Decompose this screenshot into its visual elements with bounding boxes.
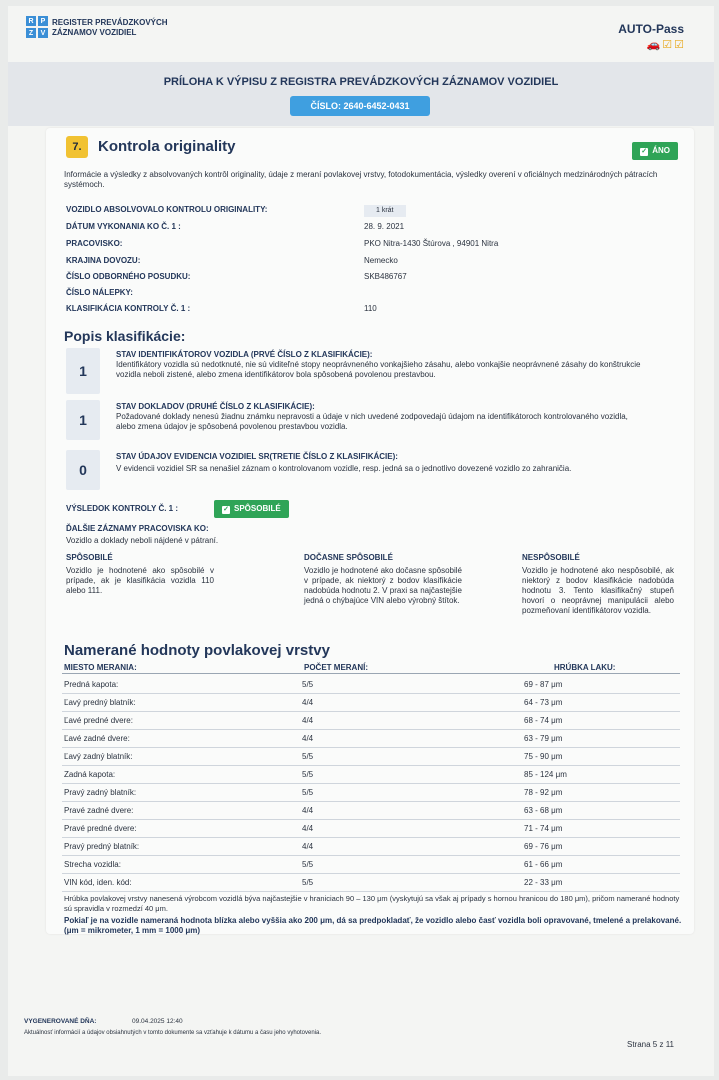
table-row: Pravý predný blatník: 4/4 69 - 76 μm	[62, 838, 680, 856]
table-row: Ľavý zadný blatník: 5/5 75 - 90 μm	[62, 748, 680, 766]
ano-badge: ✓ ÁNO	[632, 142, 678, 160]
dalsie-zaznamy-text: Vozidlo a doklady neboli nájdené v pátraní.	[66, 536, 219, 545]
generated-value: 09.04.2025 12:40	[132, 1018, 183, 1025]
category-text: Vozidlo je hodnotené ako nespôsobilé, ak niektorý z bodov klasifikácie nadobúda hodnotu 3. Tento klasifikačný stupeň hovorí o neoprávnej manipulácii alebo pozmeňovaní identifikátorov vozidla.	[522, 566, 674, 615]
merania-warning: Pokiaľ je na vozidle nameraná hodnota blízka alebo vyššia ako 200 μm, dá sa predpokladať, že vozidlo alebo časť vozidla boli opravované, tmelené a prelakované. (μm = mikrometer, 1 mm = 1000 μm)	[64, 916, 682, 935]
section-title: Kontrola originality	[98, 138, 236, 155]
category-title: DOČASNE SPÔSOBILÉ	[304, 553, 393, 562]
classification-digit: 1	[66, 348, 100, 394]
merania-note: Hrúbka povlakovej vrstvy nanesená výrobcom vozidlá býva najčastejšie v hraniciach 90 – 130 μm (vyskytujú sa však aj prípady s hornou hranicou do 180 μm), pričom namerané hodnoty sú spravidla v rozmedzí 40 μm.	[64, 894, 680, 913]
title-band	[8, 62, 714, 126]
checkbox-icon: ✓	[223, 506, 229, 513]
category-text: Vozidlo je hodnotené ako spôsobilé v prípade, ak je klasifikácia vozidla 110 alebo 111.	[66, 566, 214, 595]
table-row: Pravé predné dvere: 4/4 71 - 74 μm	[62, 820, 680, 838]
checkbox-icon: ✓	[641, 148, 648, 155]
dalsie-zaznamy-title: ĎALŠIE ZÁZNAMY PRACOVISKA KO:	[66, 524, 209, 533]
classification-digit: 1	[66, 400, 100, 440]
category-text: Vozidlo je hodnotené ako dočasne spôsobilé v prípade, ak niektorý z bodov klasifikácie nadobúda hodnotu 2. V praxi sa najčastejšie jedná o chýbajúce VIN alebo výrobný štítok.	[304, 566, 462, 605]
popis-title: Popis klasifikácie:	[64, 328, 186, 344]
section-number: 7.	[66, 136, 88, 158]
classification-text: V evidencii vozidiel SR sa nenašiel záznam o kontrolovanom vozidle, resp. jedná sa o jednotlivo dovezené vozidlo zo zahraničia.	[116, 464, 572, 473]
table-row: Pravý zadný blatník: 5/5 78 - 92 μm	[62, 784, 680, 802]
section-intro: Informácie a výsledky z absolvovaných kontrôl originality, údaje z meraní povlakovej vrstvy, fotodokumentácia, výsledky overení v oficiálnych medzinárodných pátracích systémoch.	[64, 170, 658, 189]
classification-title: STAV ÚDAJOV EVIDENCIA VOZIDIEL SR(TRETIE ČÍSLO Z KLASIFIKÁCIE):	[116, 452, 398, 461]
table-row: Predná kapota: 5/5 69 - 87 μm	[62, 676, 680, 694]
autopass-brand: AUTO-Pass	[618, 22, 684, 36]
table-row: Ľavé zadné dvere: 4/4 63 - 79 μm	[62, 730, 680, 748]
category-title: SPÔSOBILÉ	[66, 553, 113, 562]
logo-text: REGISTER PREVÁDZKOVÝCH ZÁZNAMOV VOZIDIEL	[52, 18, 168, 37]
footer-note: Aktuálnosť informácií a údajov obsiahnutých v tomto dokumente sa vzťahuje k dátumu a času jeho vyhotovenia.	[24, 1030, 322, 1036]
merania-table-header: MIESTO MERANIA: POČET MERANÍ: HRÚBKA LAKU:	[62, 663, 680, 674]
document-header	[8, 6, 714, 62]
check-icon: ☑	[674, 39, 686, 51]
page-title: PRÍLOHA K VÝPISU Z REGISTRA PREVÁDZKOVÝCH ZÁZNAMOV VOZIDIEL	[163, 76, 559, 88]
sposobile-badge: ✓ SPÔSOBILÉ	[214, 500, 289, 518]
autopass-icons	[647, 38, 686, 51]
classification-text: Požadované doklady nenesú žiadnu známku nepravosti a údaje v nich uvedené zodpovedajú údajom na identifikátoroch kontrolovaného vozidla, alebo zmena údajov je spôsobená povolenou prestavbou vozidla.	[116, 412, 628, 431]
table-row: Zadná kapota: 5/5 85 - 124 μm	[62, 766, 680, 784]
document-number-badge: ČÍSLO: 2640-6452-0431	[290, 96, 430, 116]
generated-label: VYGENEROVANÉ DŇA:	[24, 1018, 97, 1025]
table-row: Strecha vozidla: 5/5 61 - 66 μm	[62, 856, 680, 874]
classification-text: Identifikátory vozidla sú nedotknuté, nie sú viditeľné stopy neoprávneného vonkajšieho zásahu, alebo vonkajšie neoprávnené zásahy do konštrukcie vozidla neboli zistené, alebo zmena identifikátorov bola spôsobená povolenou prestavbou.	[116, 360, 641, 379]
table-row: Ľavé predné dvere: 4/4 68 - 74 μm	[62, 712, 680, 730]
table-row: Pravé zadné dvere: 4/4 63 - 68 μm	[62, 802, 680, 820]
rpzv-logo: R P Z V	[26, 16, 48, 38]
classification-digit: 0	[66, 450, 100, 490]
document-page	[8, 6, 714, 1076]
table-row: VIN kód, iden. kód: 5/5 22 - 33 μm	[62, 874, 680, 892]
check-icon: ☑	[662, 39, 675, 51]
table-row: Ľavý predný blatník: 4/4 64 - 73 μm	[62, 694, 680, 712]
page-number: Strana 5 z 11	[627, 1040, 674, 1049]
classification-title: STAV IDENTIFIKÁTOROV VOZIDLA (PRVÉ ČÍSLO Z KLASIFIKÁCIE):	[116, 350, 373, 359]
merania-title: Namerané hodnoty povlakovej vrstvy	[64, 642, 330, 659]
vysledok-label: VÝSLEDOK KONTROLY Č. 1 :	[66, 504, 179, 513]
kontrola-card: 7. Kontrola originality ✓ ÁNO Informácie a výsledky z absolvovaných kontrôl originality, údaje z meraní povlakovej vrstvy, fotodokumentácia, výsledky overení v oficiálnych medzinárodných pátracích systémoch. VOZIDLO ABSOLVOVALO KONTROLU ORIGINALITY: 1 krát DÁTUM VYKONANIA KO Č. 1 : 28. 9. 2021 PRACOVISKO: PKO Nitra-1430 Štúrova , 94901 Nitra KRAJINA DOVOZU: Nemecko ČÍSLO ODBORNÉHO POSUDKU: SKB486767 ČÍSLO NÁLEPKY: KLASIFIKÁCIA KONTROLY Č. 1 : 110 Popis klasifikácie: 1 STAV IDENTIFIKÁTOROV VOZIDLA (PRVÉ ČÍSLO Z KLASIFIKÁCIE): Identifikátory vozidla sú nedotknuté, nie sú viditeľné stopy neoprávneného vonkajšieho zásahu, alebo vonkajšie neoprávnené zásahy do konštrukcie vozidla neboli zistené, alebo zmena identifikátorov bola spôsobená povolenou prestavbou. 1 STAV DOKLADOV (DRUHÉ ČÍSLO Z KLASIFIKÁCIE): Požadované doklady nenesú žiadnu známku nepravosti a údaje v nich uvedené zodpovedajú údajom na identifikátoroch kontrolovaného vozidla, alebo zmena údajov je spôsobená povolenou prestavbou vozidla. 0 STAV ÚDAJOV EVIDENCIA VOZIDIEL SR(TRETIE ČÍSLO Z KLASIFIKÁCIE): V evidencii vozidiel SR sa nenašiel záznam o kontrolovanom vozidle, resp. jedná sa o jednotlivo dovezené vozidlo zo zahraničia. VÝSLEDOK KONTROLY Č. 1 : ✓ SPÔSOBILÉ ĎALŠIE ZÁZNAMY PRACOVISKA KO: Vozidlo a doklady neboli nájdené v pátraní. SPÔSOBILÉ Vozidlo je hodnotené ako spôsobilé v prípade, ak je klasifikácia vozidla 110 alebo 111. DOČASNE SPÔSOBILÉ Vozidlo je hodnotené ako dočasne spôsobilé v prípade, ak niektorý z bodov klasifikácie nadobúda hodnotu 2. V praxi sa najčastejšie jedná o chýbajúce VIN alebo výrobný štítok. NESPÔSOBILÉ Vozidlo je hodnotené ako nespôsobilé, ak niektorý z bodov klasifikácie nadobúda hodnotu 3. Tento klasifikačný stupeň hovorí o neoprávnej manipulácii alebo pozmeňovaní identifikátorov vozidla. Namerané hodnoty povlakovej vrstvy MIESTO MERANIA: POČET MERANÍ: HRÚBKA LAKU: Predná kapota: 5/5 69 - 87 μm Ľavý predný blatník: 4/4 64 - 73 μm Ľavé predné dvere: 4/4 68 - 74 μm Ľavé zadné dvere: 4/4 63 - 79 μm Ľavý zadný blatník: 5/5 75 - 90 μm Zadná kapota: 5/5 85 - 124 μm Pravý zadný blatník: 5/5 78 - 92 μm Pravé zadné dvere: 4/4 63 - 68 μm Pravé predné dvere: 4/4 71 - 74 μm Pravý predný blatník: 4/4 69 - 76 μm Strecha vozidla: 5/5 61 - 66 μm VIN kód, iden. kód: 5/5 22 - 33 μm Hrúbka povlakovej vrstvy nanesená výrobcom vozidlá býva najčastejšie v hraniciach 90 – 130 μm (vyskytujú sa však aj prípady s hornou hranicou do 180 μm), pričom namerané hodnoty sú spravidla v rozmedzí 40 μm. Pokiaľ je na vozidle nameraná hodnota blízka alebo vyššia ako 200 μm, dá sa predpokladať, že vozidlo alebo časť vozidla boli opravované, tmelené a prelakované. (μm = mikrometer, 1 mm = 1000 μm)	[46, 128, 694, 934]
classification-title: STAV DOKLADOV (DRUHÉ ČÍSLO Z KLASIFIKÁCIE):	[116, 402, 315, 411]
category-title: NESPÔSOBILÉ	[522, 553, 580, 562]
car-icon: 🚗	[646, 39, 663, 51]
